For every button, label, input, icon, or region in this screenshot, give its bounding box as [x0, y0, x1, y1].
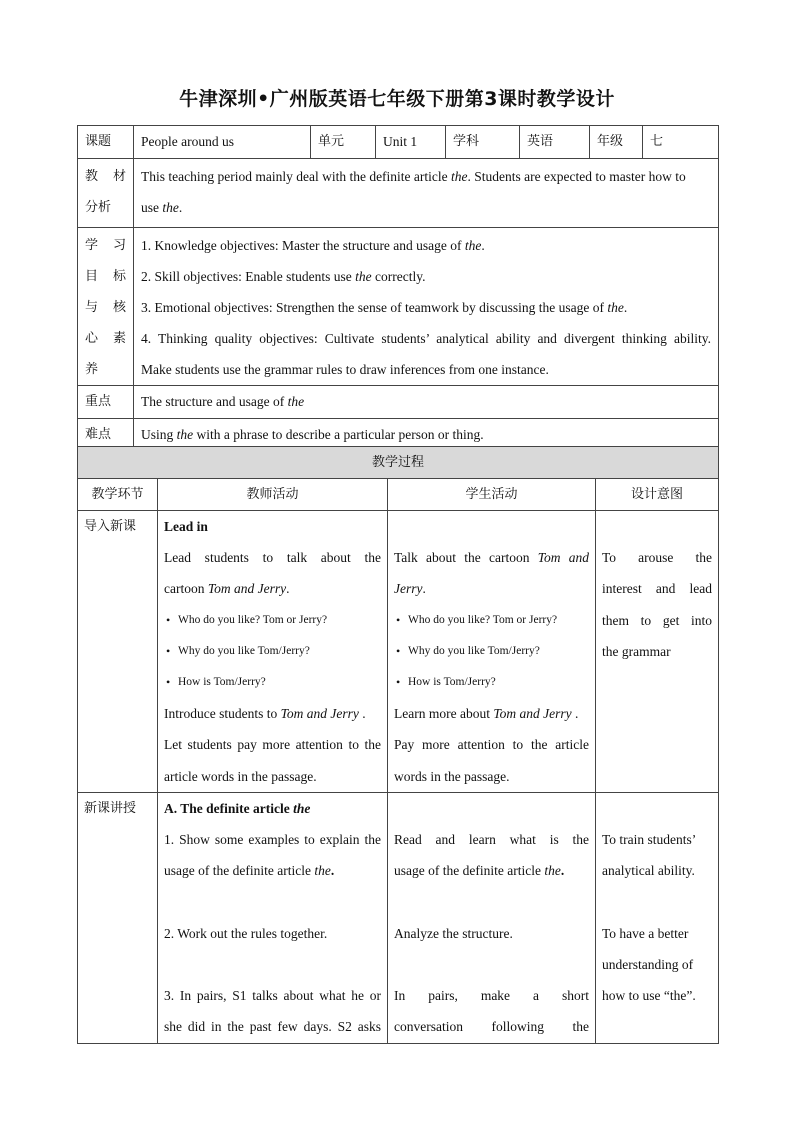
page-title: 牛津深圳•广州版英语七年级下册第3课时教学设计 [179, 88, 615, 110]
question-item: • Who do you like? Tom or Jerry? [164, 605, 381, 636]
lead-in-intent: To arouse the interest and lead them to get into the grammar [596, 511, 719, 793]
lead-in-teacher: Lead in Lead students to talk about the cartoon Tom and Jerry. • Who do you like? Tom or Jerry? • Why do you like Tom/Jerry? • How is Tom/Jerry? Introduce students to Tom and Jerry . Let students pay more attention to the article words in the passage. [158, 511, 388, 793]
teaching-process-table [77, 446, 719, 1044]
new-lesson-intent: To train students’ analytical ability. To have a better understanding of how to use “the”. [596, 792, 719, 1043]
col-student: 学生活动 [388, 479, 596, 511]
difficulty-text: Using the with a phrase to describe a particular person or thing. [134, 419, 719, 452]
objectives-label: 学习 目 标 与 核 心 素 养 [78, 228, 134, 386]
unit-label: 单元 [311, 126, 376, 159]
new-lesson-row [78, 792, 719, 1043]
objective-emotional: 3. Emotional objectives: Strengthen the sense of teamwork by discussing the usage of the. [141, 300, 628, 315]
new-lesson-teacher: A. The definite article the 1. Show some examples to explain the usage of the definite article the. 2. Work out the rules together. 3. In pairs, S1 talks about what he or she did in the past few days. S2 asks [158, 792, 388, 1043]
lesson-info-table [77, 125, 719, 452]
analysis-label: 教 材 分析 [78, 159, 134, 228]
col-stage: 教学环节 [78, 479, 158, 511]
difficulty-label: 难点 [78, 419, 134, 452]
col-intent: 设计意图 [596, 479, 719, 511]
subject-value: 英语 [520, 126, 590, 159]
lead-in-row [78, 511, 719, 793]
question-item: • How is Tom/Jerry? [394, 667, 589, 698]
subject-label: 学科 [446, 126, 520, 159]
topic-label: 课题 [78, 126, 134, 159]
key-point-label: 重点 [78, 386, 134, 419]
lead-in-student: Talk about the cartoon Tom and Jerry. • Who do you like? Tom or Jerry? • Why do you like Tom/Jerry? • How is Tom/Jerry? Learn more about Tom and Jerry . Pay more attention to the article words in the passage. [388, 511, 596, 793]
question-item: • Why do you like Tom/Jerry? [394, 636, 589, 667]
objective-thinking-1: 4. Thinking quality objectives: Cultivate students’ analytical ability and divergent thinking ability. [141, 331, 711, 346]
analysis-row [78, 159, 719, 228]
objective-skill: 2. Skill objectives: Enable students use the correctly. [141, 269, 426, 284]
process-title-row [78, 447, 719, 479]
objectives-row [78, 228, 719, 386]
topic-value: People around us [134, 126, 311, 159]
question-item: • Why do you like Tom/Jerry? [164, 636, 381, 667]
col-teacher: 教师活动 [158, 479, 388, 511]
question-item: • How is Tom/Jerry? [164, 667, 381, 698]
new-lesson-student: Read and learn what is the usage of the definite article the. Analyze the structure. In pairs, make a short conversation following the [388, 792, 596, 1043]
topic-row [78, 126, 719, 159]
objectives-text [134, 228, 719, 386]
lead-in-stage: 导入新课 [78, 511, 158, 793]
grade-label: 年级 [590, 126, 643, 159]
process-header-row [78, 479, 719, 511]
key-point-text: The structure and usage of the [134, 386, 719, 419]
analysis-text: This teaching period mainly deal with the definite article the. Students are expected to master how to use the. [134, 159, 719, 228]
question-item: • Who do you like? Tom or Jerry? [394, 605, 589, 636]
objective-knowledge: 1. Knowledge objectives: Master the structure and usage of the. [141, 238, 485, 253]
grade-value: 七 [643, 126, 719, 159]
process-title: 教学过程 [78, 447, 719, 479]
new-lesson-stage: 新课讲授 [78, 792, 158, 1043]
key-point-row [78, 386, 719, 419]
unit-value: Unit 1 [376, 126, 446, 159]
objective-thinking-2: Make students use the grammar rules to draw inferences from one instance. [141, 362, 549, 377]
